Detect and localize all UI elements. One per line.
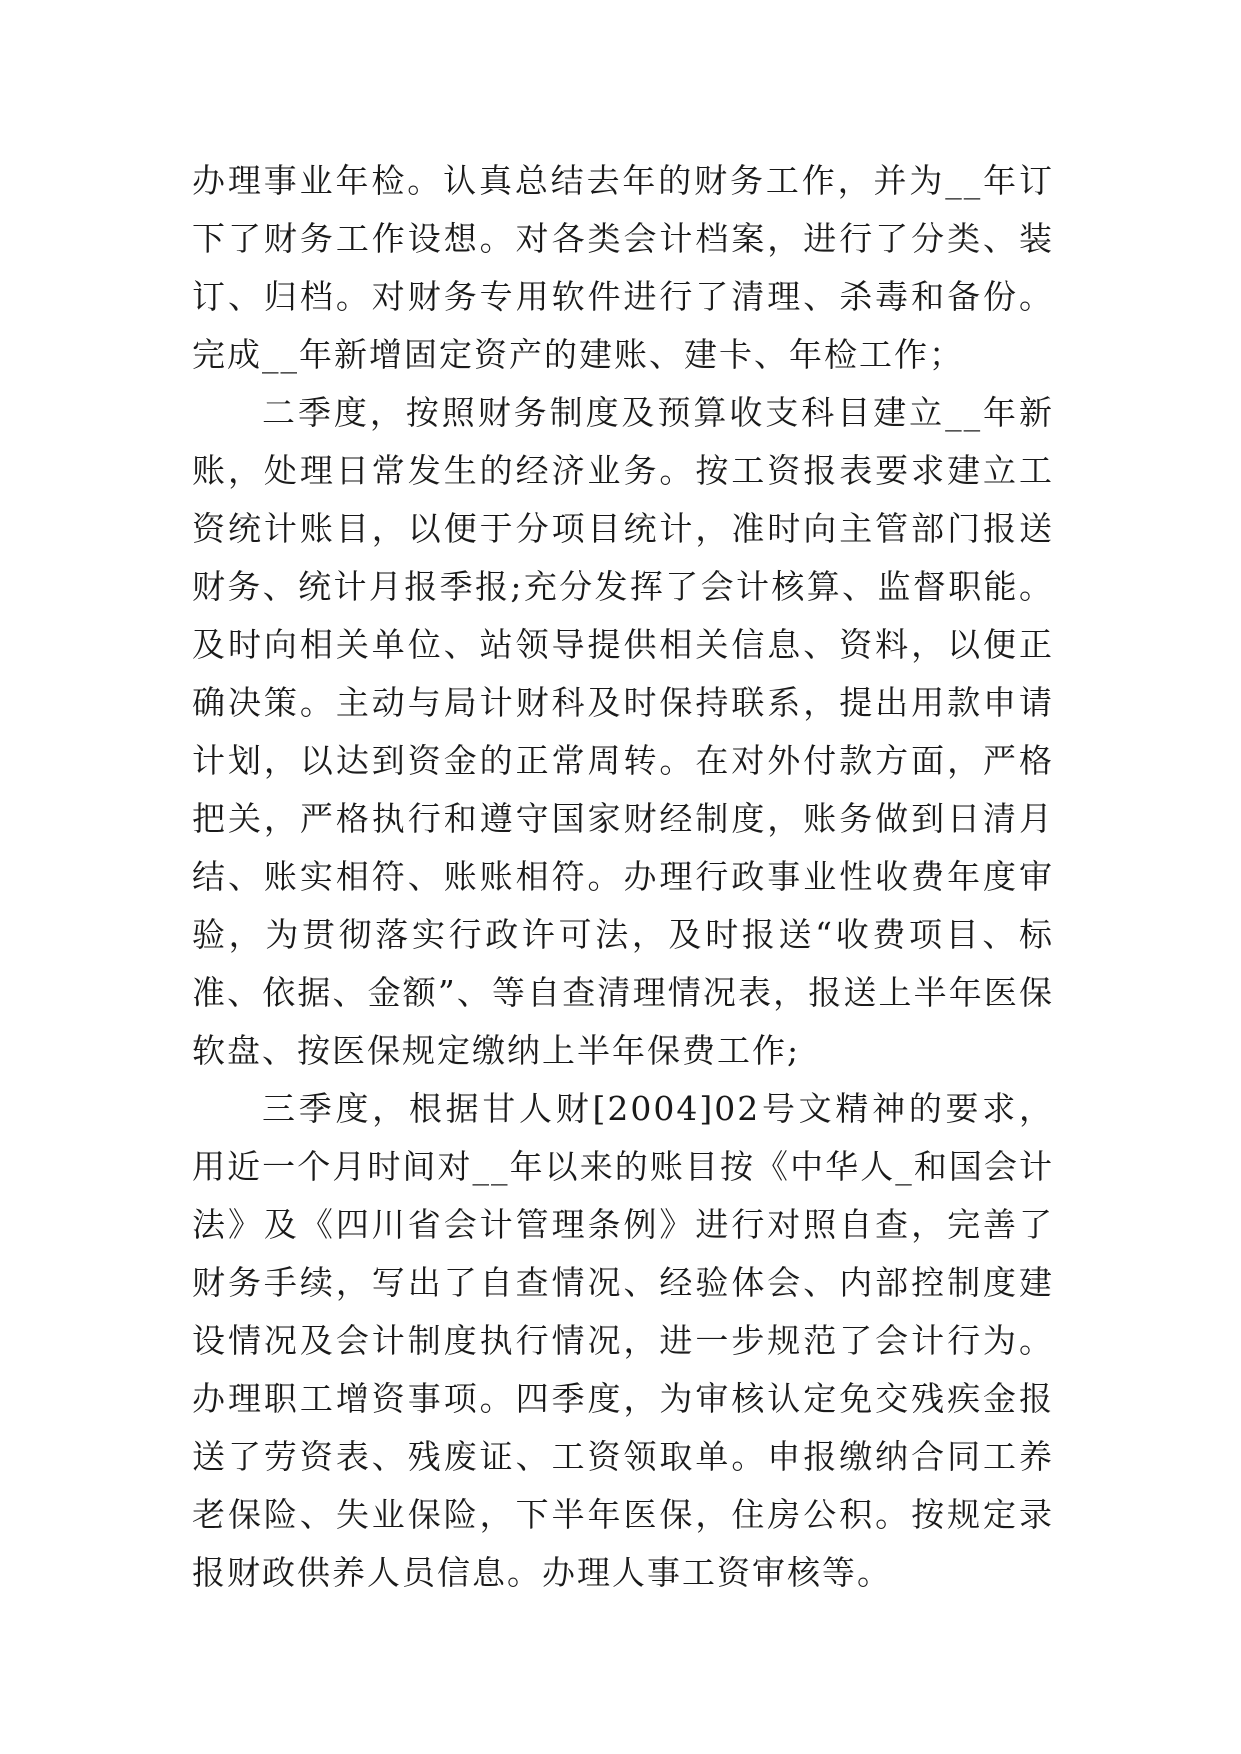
- paragraph-second-quarter: 二季度，按照财务制度及预算收支科目建立__年新账，处理日常发生的经济业务。按工资报表要求建立工资统计账目，以便于分项目统计，准时向主管部门报送财务、统计月报季报;充分发挥了会计核算、监督职能。及时向相关单位、站领导提供相关信息、资料，以便正确决策。主动与局计财科及时保持联系，提出用款申请计划，以达到资金的正常周转。在对外付款方面，严格把关，严格执行和遵守国家财经制度，账务做到日清月结、账实相符、账账相符。办理行政事业性收费年度审验，为贯彻落实行政许可法，及时报送“收费项目、标准、依据、金额”、等自查清理情况表，报送上半年医保软盘、按医保规定缴纳上半年保费工作;: [192, 393, 1054, 1070]
- document-body: [192, 152, 1054, 1602]
- paragraph-third-fourth-quarter: 三季度，根据甘人财[2004]02号文精神的要求，用近一个月时间对__年以来的账目按《中华人_和国会计法》及《四川省会计管理条例》进行对照自查，完善了财务手续，写出了自查情况、经验体会、内部控制度建设情况及会计制度执行情况，进一步规范了会计行为。办理职工增资事项。四季度，为审核认定免交残疾金报送了劳资表、残废证、工资领取单。申报缴纳合同工养老保险、失业保险，下半年医保，住房公积。按规定录报财政供养人员信息。办理人事工资审核等。: [192, 1089, 1054, 1592]
- paragraph-first-quarter-end: 办理事业年检。认真总结去年的财务工作，并为__年订下了财务工作设想。对各类会计档案，进行了分类、装订、归档。对财务专用软件进行了清理、杀毒和备份。完成__年新增固定资产的建账、建卡、年检工作；: [192, 161, 1054, 374]
